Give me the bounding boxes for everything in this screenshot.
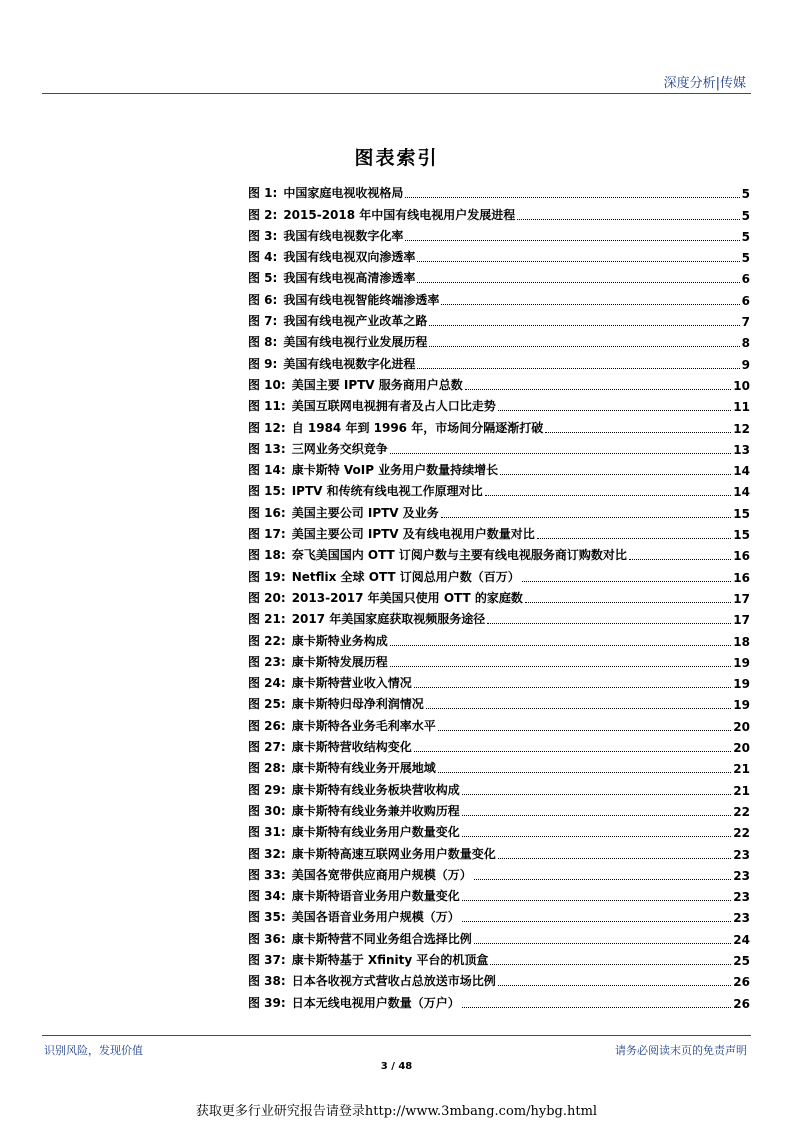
toc-leader-dots <box>390 665 732 667</box>
toc-entry-page: 21 <box>733 762 750 777</box>
toc-entry-number: 图 8: <box>248 335 278 350</box>
toc-leader-dots <box>414 750 732 752</box>
toc-entry-page: 23 <box>733 868 750 883</box>
toc-entry-page: 20 <box>733 719 750 734</box>
toc-entry-title: IPTV 和传统有线电视工作原理对比 <box>291 484 483 499</box>
toc-leader-dots <box>487 622 731 624</box>
toc-entry-page: 23 <box>733 911 750 926</box>
toc-entry[interactable] <box>248 670 750 691</box>
toc-entry-page: 10 <box>733 378 750 393</box>
toc-leader-dots <box>490 963 731 965</box>
toc-entry-page: 17 <box>733 613 750 628</box>
toc-entry-title: 美国主要公司 IPTV 及业务 <box>291 505 439 520</box>
toc-entry[interactable] <box>248 286 750 307</box>
toc-entry-number: 图 39: <box>248 995 286 1010</box>
toc-entry-page: 6 <box>741 293 750 308</box>
toc-entry[interactable] <box>248 499 750 520</box>
toc-entry-title: 2015-2018 年中国有线电视用户发展进程 <box>283 207 516 222</box>
toc-entry[interactable] <box>248 457 750 478</box>
toc-entry-number: 图 30: <box>248 803 286 818</box>
toc-entry[interactable] <box>248 606 750 627</box>
toc-entry[interactable] <box>248 840 750 861</box>
toc-entry[interactable] <box>248 201 750 222</box>
toc-entry[interactable] <box>248 883 750 904</box>
toc-entry-number: 图 22: <box>248 633 286 648</box>
toc-entry-title: 日本各收视方式营收占总放送市场比例 <box>291 974 496 989</box>
toc-entry-number: 图 6: <box>248 292 278 307</box>
toc-entry-number: 图 27: <box>248 740 286 755</box>
toc-list <box>248 180 750 1011</box>
footer-slogan: 识别风险，发现价值 <box>44 1044 143 1057</box>
toc-leader-dots <box>417 281 739 283</box>
toc-entry-title: 自 1984 年到 1996 年，市场间分隔逐渐打破 <box>291 420 544 435</box>
toc-leader-dots <box>462 835 732 837</box>
toc-entry-page: 18 <box>733 634 750 649</box>
toc-leader-dots <box>525 601 731 603</box>
toc-leader-dots <box>498 409 732 411</box>
toc-entry-number: 图 35: <box>248 910 286 925</box>
toc-entry-number: 图 5: <box>248 271 278 286</box>
toc-entry-number: 图 24: <box>248 676 286 691</box>
toc-entry-page: 5 <box>741 187 750 202</box>
toc-entry-page: 13 <box>733 442 750 457</box>
toc-entry-page: 5 <box>741 208 750 223</box>
toc-leader-dots <box>545 431 731 433</box>
toc-entry-page: 14 <box>733 485 750 500</box>
toc-leader-dots <box>390 452 732 454</box>
toc-entry-title: 康卡斯特各业务毛利率水平 <box>291 718 436 733</box>
toc-entry-title: 康卡斯特有线业务开展地域 <box>291 761 436 776</box>
download-banner[interactable]: 获取更多行业研究报告请登录http://www.3mbang.com/hybg.html <box>195 1104 598 1119</box>
toc-leader-dots <box>429 324 739 326</box>
toc-entry-page: 8 <box>741 336 750 351</box>
toc-entry-title: 日本无线电视用户数量（万户） <box>291 995 460 1010</box>
toc-entry[interactable] <box>248 904 750 925</box>
toc-entry-title: 康卡斯特归母净利润情况 <box>291 697 424 712</box>
toc-entry-number: 图 16: <box>248 505 286 520</box>
toc-entry-title: 康卡斯特基于 Xfinity 平台的机顶盒 <box>291 952 489 967</box>
toc-entry[interactable] <box>248 180 750 201</box>
toc-leader-dots <box>498 857 732 859</box>
toc-entry-number: 图 33: <box>248 867 286 882</box>
toc-entry-number: 图 13: <box>248 441 286 456</box>
toc-entry-number: 图 1: <box>248 186 278 201</box>
toc-entry[interactable] <box>248 563 750 584</box>
toc-leader-dots <box>474 942 732 944</box>
toc-entry-page: 12 <box>733 421 750 436</box>
toc-entry-page: 19 <box>733 698 750 713</box>
toc-entry-page: 22 <box>733 804 750 819</box>
toc-entry-title: 美国主要 IPTV 服务商用户总数 <box>291 377 463 392</box>
toc-entry-title: 康卡斯特有线业务用户数量变化 <box>291 825 460 840</box>
toc-entry-number: 图 23: <box>248 654 286 669</box>
toc-title: 图表索引 <box>354 147 439 169</box>
toc-entry-number: 图 32: <box>248 846 286 861</box>
toc-entry[interactable] <box>248 542 750 563</box>
toc-entry[interactable] <box>248 350 750 371</box>
toc-entry-number: 图 15: <box>248 484 286 499</box>
toc-leader-dots <box>462 920 732 922</box>
toc-entry-title: 我国有线电视双向渗透率 <box>283 250 416 265</box>
toc-entry-title: 美国各宽带供应商用户规模（万） <box>291 867 472 882</box>
toc-entry-number: 图 14: <box>248 463 286 478</box>
toc-entry[interactable] <box>248 925 750 946</box>
footer-divider <box>42 1035 751 1036</box>
toc-entry-number: 图 10: <box>248 377 286 392</box>
toc-entry-number: 图 3: <box>248 228 278 243</box>
header-divider <box>42 93 751 94</box>
toc-leader-dots <box>500 473 731 475</box>
toc-entry-page: 17 <box>733 591 750 606</box>
toc-entry[interactable] <box>248 414 750 435</box>
toc-entry-page: 5 <box>741 251 750 266</box>
toc-leader-dots <box>498 984 732 986</box>
toc-entry[interactable] <box>248 712 750 733</box>
toc-entry-page: 9 <box>741 357 750 372</box>
toc-entry-title: 2013-2017 年美国只使用 OTT 的家庭数 <box>291 590 523 605</box>
toc-leader-dots <box>462 899 732 901</box>
toc-entry[interactable] <box>248 223 750 244</box>
toc-entry[interactable] <box>248 372 750 393</box>
toc-leader-dots <box>474 878 732 880</box>
toc-leader-dots <box>417 367 739 369</box>
toc-leader-dots <box>462 793 732 795</box>
toc-entry-number: 图 25: <box>248 697 286 712</box>
toc-entry-number: 图 21: <box>248 612 286 627</box>
toc-entry-page: 16 <box>733 570 750 585</box>
toc-entry-title: 康卡斯特 VoIP 业务用户数量持续增长 <box>291 463 499 478</box>
toc-entry-number: 图 7: <box>248 314 278 329</box>
toc-entry[interactable] <box>248 968 750 989</box>
toc-entry-page: 5 <box>741 229 750 244</box>
toc-entry-page: 15 <box>733 528 750 543</box>
toc-entry-title: 奈飞美国国内 OTT 订阅户数与主要有线电视服务商订购数对比 <box>291 548 627 563</box>
toc-entry-title: 康卡斯特营业收入情况 <box>291 676 412 691</box>
toc-entry-page: 15 <box>733 506 750 521</box>
toc-leader-dots <box>485 494 732 496</box>
toc-leader-dots <box>522 580 732 582</box>
toc-leader-dots <box>462 1006 732 1008</box>
toc-leader-dots <box>517 218 739 220</box>
toc-entry-title: 美国有线电视数字化进程 <box>283 356 416 371</box>
toc-entry-number: 图 4: <box>248 250 278 265</box>
toc-leader-dots <box>417 260 739 262</box>
toc-leader-dots <box>414 686 732 688</box>
toc-entry-number: 图 9: <box>248 356 278 371</box>
toc-entry[interactable] <box>248 734 750 755</box>
toc-entry-page: 22 <box>733 826 750 841</box>
toc-entry-title: 康卡斯特营不同业务组合选择比例 <box>291 931 472 946</box>
toc-entry-number: 图 26: <box>248 718 286 733</box>
toc-entry[interactable] <box>248 265 750 286</box>
toc-entry-title: 康卡斯特营收结构变化 <box>291 740 412 755</box>
toc-entry-title: Netflix 全球 OTT 订阅总用户数（百万） <box>291 569 520 584</box>
toc-leader-dots <box>441 303 739 305</box>
toc-entry[interactable] <box>248 989 750 1010</box>
toc-entry-number: 图 12: <box>248 420 286 435</box>
toc-entry-title: 美国各语音业务用户规模（万） <box>291 910 460 925</box>
toc-entry[interactable] <box>248 329 750 350</box>
toc-entry-title: 康卡斯特业务构成 <box>291 633 388 648</box>
toc-entry-number: 图 18: <box>248 548 286 563</box>
toc-entry[interactable] <box>248 776 750 797</box>
toc-leader-dots <box>390 644 732 646</box>
toc-entry-page: 24 <box>733 932 750 947</box>
toc-entry-title: 康卡斯特有线业务板块营收构成 <box>291 782 460 797</box>
toc-entry-number: 图 38: <box>248 974 286 989</box>
toc-entry[interactable] <box>248 819 750 840</box>
toc-entry-number: 图 31: <box>248 825 286 840</box>
toc-entry-page: 26 <box>733 975 750 990</box>
toc-entry-title: 中国家庭电视收视格局 <box>283 186 404 201</box>
toc-leader-dots <box>405 239 739 241</box>
toc-leader-dots <box>629 558 731 560</box>
toc-leader-dots <box>405 196 739 198</box>
toc-entry[interactable] <box>248 521 750 542</box>
toc-entry[interactable] <box>248 649 750 670</box>
toc-entry[interactable] <box>248 798 750 819</box>
toc-entry-page: 14 <box>733 464 750 479</box>
toc-leader-dots <box>462 814 732 816</box>
toc-entry[interactable] <box>248 862 750 883</box>
toc-leader-dots <box>537 537 732 539</box>
toc-entry-title: 康卡斯特有线业务兼并收购历程 <box>291 803 460 818</box>
toc-entry-number: 图 29: <box>248 782 286 797</box>
toc-entry-number: 图 28: <box>248 761 286 776</box>
toc-entry-title: 康卡斯特语音业务用户数量变化 <box>291 889 460 904</box>
report-category-label: 深度分析|传媒 <box>663 76 746 91</box>
toc-entry[interactable] <box>248 436 750 457</box>
toc-entry-page: 19 <box>733 655 750 670</box>
toc-entry-number: 图 34: <box>248 889 286 904</box>
toc-entry-page: 19 <box>733 677 750 692</box>
toc-entry[interactable] <box>248 627 750 648</box>
toc-entry-number: 图 2: <box>248 207 278 222</box>
page-number: 3 / 48 <box>380 1061 413 1072</box>
toc-entry-page: 25 <box>733 953 750 968</box>
toc-leader-dots <box>465 388 732 390</box>
toc-entry[interactable] <box>248 947 750 968</box>
toc-entry-page: 21 <box>733 783 750 798</box>
toc-entry-page: 16 <box>733 549 750 564</box>
toc-entry-page: 7 <box>741 315 750 330</box>
toc-entry[interactable] <box>248 585 750 606</box>
toc-leader-dots <box>429 345 739 347</box>
toc-entry-page: 26 <box>733 996 750 1011</box>
toc-entry-title: 美国有线电视行业发展历程 <box>283 335 428 350</box>
toc-entry[interactable] <box>248 393 750 414</box>
toc-leader-dots <box>441 516 732 518</box>
toc-leader-dots <box>438 729 732 731</box>
toc-entry-page: 23 <box>733 890 750 905</box>
toc-entry[interactable] <box>248 755 750 776</box>
toc-entry-number: 图 20: <box>248 590 286 605</box>
footer-disclaimer-note: 请务必阅读末页的免责声明 <box>615 1044 747 1057</box>
toc-entry-title: 2017 年美国家庭获取视频服务途径 <box>291 612 486 627</box>
toc-entry-number: 图 19: <box>248 569 286 584</box>
toc-entry-title: 我国有线电视高清渗透率 <box>283 271 416 286</box>
toc-entry-page: 11 <box>733 400 750 415</box>
toc-entry[interactable] <box>248 691 750 712</box>
toc-entry-title: 我国有线电视数字化率 <box>283 228 404 243</box>
toc-entry-title: 美国主要公司 IPTV 及有线电视用户数量对比 <box>291 527 535 542</box>
toc-entry-title: 我国有线电视产业改革之路 <box>283 314 428 329</box>
toc-leader-dots <box>438 771 732 773</box>
toc-entry-page: 20 <box>733 741 750 756</box>
toc-entry-title: 康卡斯特发展历程 <box>291 654 388 669</box>
toc-entry-number: 图 17: <box>248 527 286 542</box>
toc-entry[interactable] <box>248 244 750 265</box>
toc-entry-number: 图 11: <box>248 399 286 414</box>
toc-entry[interactable] <box>248 478 750 499</box>
toc-entry-title: 美国互联网电视拥有者及占人口比走势 <box>291 399 496 414</box>
toc-entry-number: 图 36: <box>248 931 286 946</box>
toc-entry[interactable] <box>248 308 750 329</box>
toc-entry-title: 三网业务交织竞争 <box>291 441 388 456</box>
toc-entry-title: 我国有线电视智能终端渗透率 <box>283 292 440 307</box>
toc-leader-dots <box>426 707 732 709</box>
toc-entry-page: 6 <box>741 272 750 287</box>
toc-entry-number: 图 37: <box>248 952 286 967</box>
toc-entry-page: 23 <box>733 847 750 862</box>
toc-entry-title: 康卡斯特高速互联网业务用户数量变化 <box>291 846 496 861</box>
